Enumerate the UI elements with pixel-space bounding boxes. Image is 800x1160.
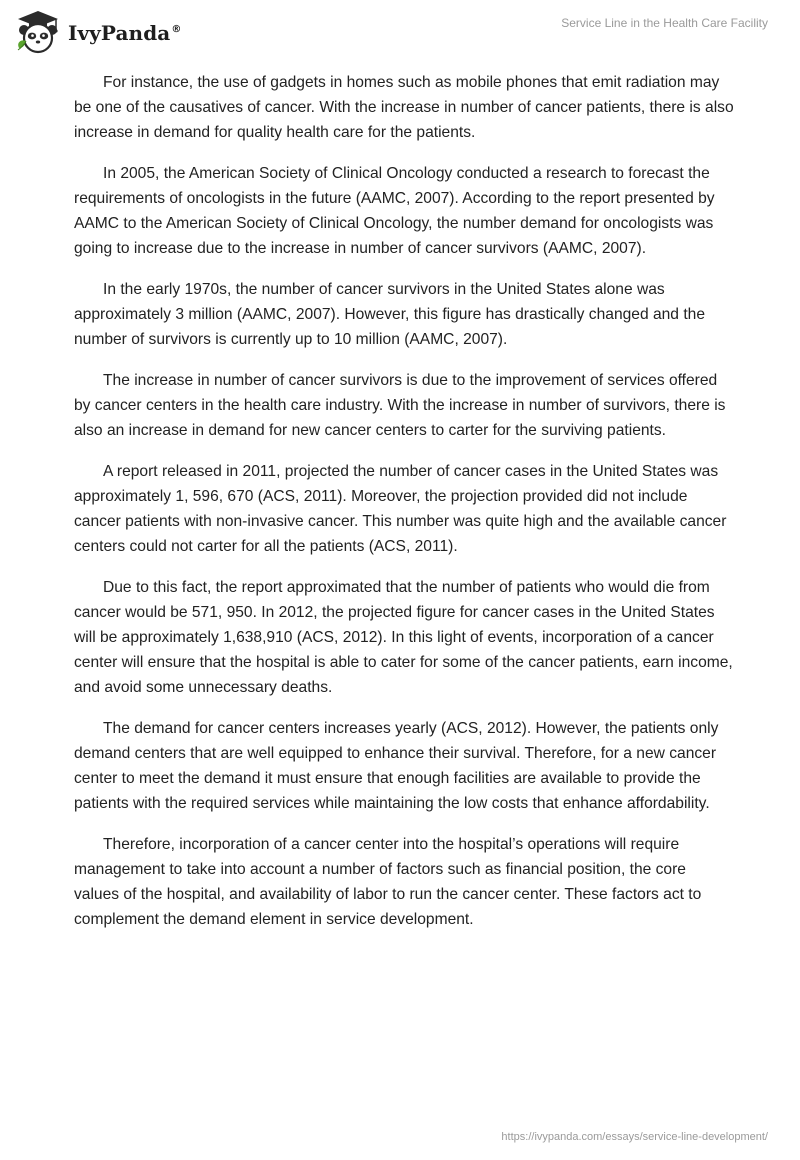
paragraph: Therefore, incorporation of a cancer center into the hospital’s operations will require management to take into account a number of factors such as financial position, the core values of the hospital, and availability of labor to run the cancer center. These factors act to complement the demand element in service development. bbox=[74, 836, 702, 928]
page-header bbox=[0, 0, 800, 60]
paragraph: A report released in 2011, projected the number of cancer cases in the United States was approximately 1, 596, 670 (ACS, 2011). Moreover, the projection provided did not include cancer patients with non-invasive cancer. This number was quite high and the available cancer centers could not carter for all the patients (ACS, 2011). bbox=[74, 463, 727, 555]
paragraph: In 2005, the American Society of Clinical Oncology conducted a research to forecast the requirements of oncologists in the future (AAMC, 2007). According to the report presented by AAMC to the American Society of Clinical Oncology, the number demand for oncologists was going to increase due to the increase in number of cancer survivors (AAMC, 2007). bbox=[74, 165, 715, 257]
paragraph: The increase in number of cancer survivors is due to the improvement of services offered by cancer centers in the health care industry. With the increase in number of survivors, there is also an increase in demand for new cancer centers to carter for the surviving patients. bbox=[74, 372, 726, 439]
registered-mark: ® bbox=[171, 24, 182, 36]
source-url[interactable]: https://ivypanda.com/essays/service-line-development/ bbox=[501, 1131, 768, 1143]
paragraph: For instance, the use of gadgets in homes such as mobile phones that emit radiation may be one of the causatives of cancer. With the increase in number of cancer patients, there is also increase in demand for quality health care for the patients. bbox=[74, 74, 734, 141]
paragraph: In the early 1970s, the number of cancer survivors in the United States alone was approximately 3 million (AAMC, 2007). However, this figure has drastically changed and the number of survivors is currently up to 10 million (AAMC, 2007). bbox=[74, 281, 705, 348]
essay-body bbox=[74, 70, 734, 948]
panda-graduate-icon bbox=[14, 8, 62, 56]
paragraph: The demand for cancer centers increases yearly (ACS, 2012). However, the patients only demand centers that are well equipped to enhance their survival. Therefore, for a new cancer center to meet the demand it must ensure that enough facilities are available to provide the patients with the required services while maintaining the low costs that enhance affordability. bbox=[74, 720, 719, 812]
paragraph: Due to this fact, the report approximated that the number of patients who would die from cancer would be 571, 950. In 2012, the projected figure for cancer cases in the United States will be approximately 1,638,910 (ACS, 2012). In this light of events, incorporation of a cancer center will ensure that the hospital is able to cater for some of the cancer patients, earn income, and avoid some unnecessary deaths. bbox=[74, 579, 733, 696]
brand-logo[interactable] bbox=[14, 8, 181, 56]
document-title: Service Line in the Health Care Facility bbox=[561, 16, 768, 30]
brand-name: IvyPanda® bbox=[68, 21, 182, 45]
